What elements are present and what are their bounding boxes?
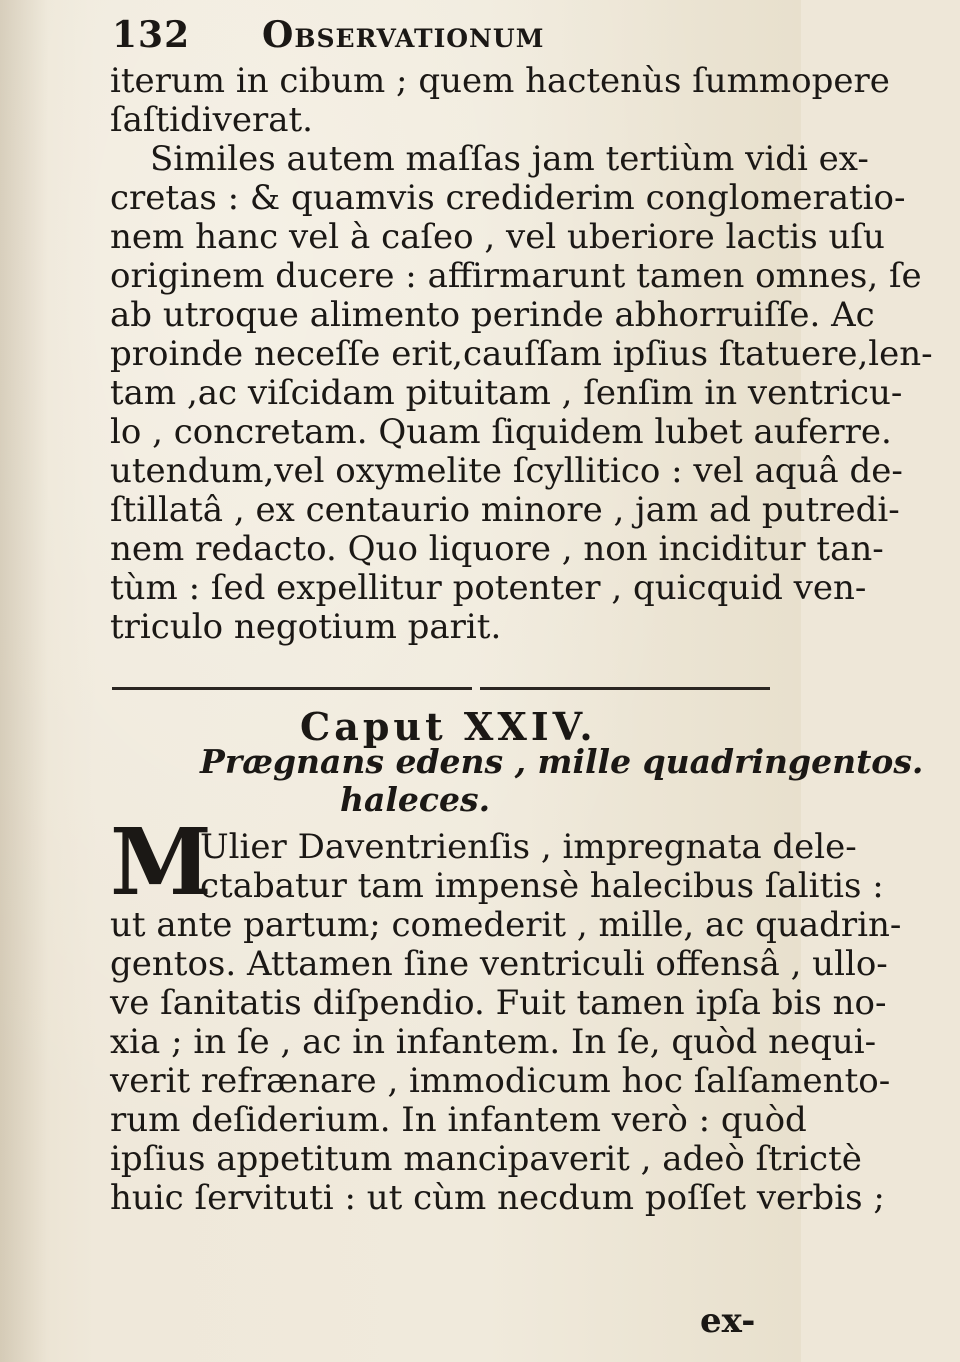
page-gutter-shadow	[0, 0, 48, 1362]
text-line: originem ducere : affirmarunt tamen omnes, ſe	[110, 256, 922, 296]
text-line: xia ; in ſe , ac in infantem. In ſe, quòd nequi-	[110, 1022, 877, 1062]
page-header	[112, 14, 712, 64]
text-line: ſtillatâ , ex centaurio minore , jam ad putredi-	[110, 490, 900, 530]
text-line: lo , concretam. Quam ſiquidem lubet auferre.	[110, 412, 892, 452]
text-line: nem redacto. Quo liquore , non inciditur tan-	[110, 529, 884, 569]
text-line: proinde neceſſe erit,cauſſam ipſius ſtatuere,len-	[110, 334, 933, 374]
text-line: nem hanc vel à caſeo , vel uberiore lactis uſu	[110, 217, 885, 257]
text-line: Ulier Daventrienſis , impregnata dele-	[200, 827, 857, 867]
running-head: Observationum	[262, 14, 545, 56]
paragraph-2	[110, 827, 902, 1218]
text-line: iterum in cibum ; quem hactenùs ſummopere	[110, 61, 890, 101]
chapter-summary-line-2: haleces.	[340, 780, 491, 819]
section-rule-left	[112, 687, 472, 690]
paragraph-1	[110, 61, 933, 647]
chapter-summary-line-1: Prægnans edens , mille quadringentos.	[200, 742, 924, 781]
text-line: gentos. Attamen ſine ventriculi offensâ , ullo-	[110, 944, 888, 984]
text-line: utendum,vel oxymelite ſcyllitico : vel aquâ de-	[110, 451, 903, 491]
text-line: Similes autem maſſas jam tertiùm vidi ex-	[150, 139, 869, 179]
text-line: ve ſanitatis diſpendio. Fuit tamen ipſa bis no-	[110, 983, 887, 1023]
page-number: 132	[112, 14, 191, 56]
text-line: ut ante partum; comederit , mille, ac quadrin-	[110, 905, 902, 945]
text-line: ſaſtidiverat.	[110, 100, 313, 140]
text-line: ctabatur tam impensè halecibus ſalitis :	[200, 866, 884, 906]
text-line: ipſius appetitum mancipaverit , adeò ſtrictè	[110, 1139, 862, 1179]
text-line: huic ſervituti : ut cùm necdum poſſet verbis ;	[110, 1178, 885, 1218]
text-line: rum deſiderium. In infantem verò : quòd	[110, 1100, 807, 1140]
text-line: tùm : ſed expellitur potenter , quicquid ven-	[110, 568, 867, 608]
text-line: ab utroque alimento perinde abhorruiſſe. Ac	[110, 295, 875, 335]
chapter-title: Caput XXIV.	[300, 704, 597, 749]
drop-cap: M	[110, 808, 212, 916]
text-line: tam ,ac viſcidam pituitam , ſenſim in ventricu-	[110, 373, 903, 413]
catchword: ex-	[700, 1301, 756, 1341]
section-rule-right	[480, 687, 770, 690]
text-line: cretas : & quamvis crediderim conglomeratio-	[110, 178, 906, 218]
text-line: triculo negotium parit.	[110, 607, 502, 647]
text-line: verit refrænare , immodicum hoc ſalſamento-	[110, 1061, 891, 1101]
